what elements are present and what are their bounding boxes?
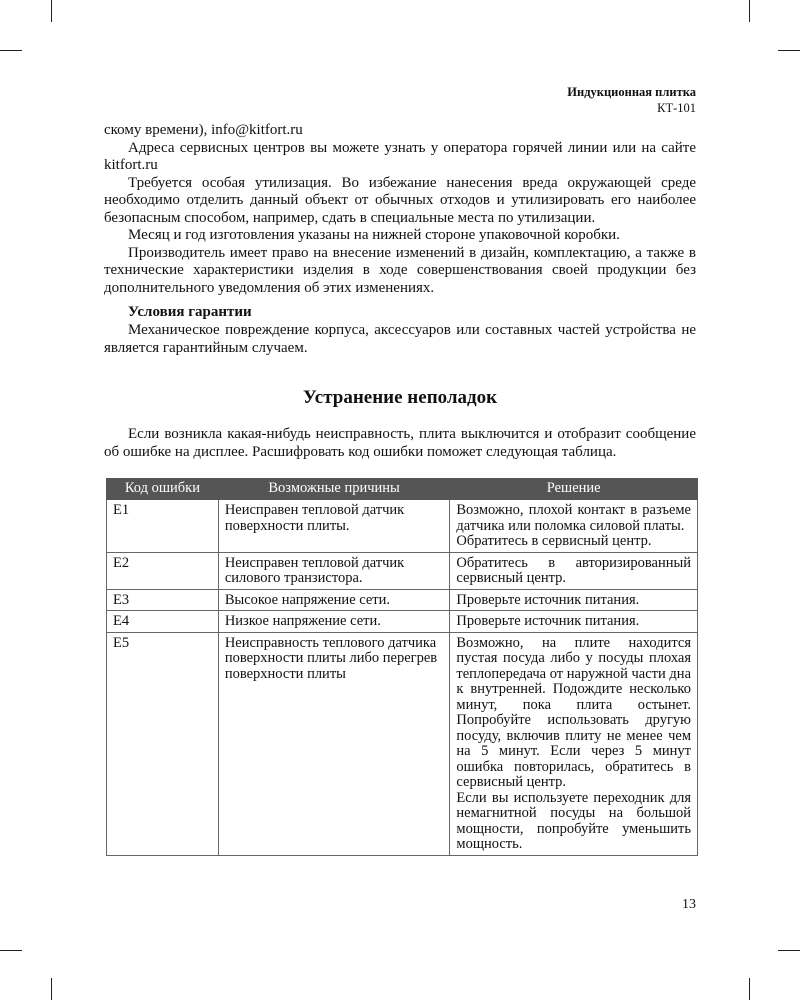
solution-text: Обратитесь в сервисный центр. (456, 533, 652, 549)
crop-mark-bottom-left-v (51, 978, 52, 1000)
crop-mark-bottom-left-h (0, 950, 22, 951)
solution-text: Возможно, на плите находится пустая посуда либо у посуды плохая теплопередача от наружной части дна к внутренней. Подождите несколько минут, пока плита остынет. Попробуйте использовать другую посуду, включив плиту не менее чем на 5 минут. Если через 5 минут ошибка повторилась, обратитесь в сервисный центр. (456, 634, 691, 790)
paragraph: Требуется особая утилизация. Во избежание нанесения вреда окружающей среде необходимо отделить данный объект от обычных отходов и утилизировать его наиболее безопасным способом, например, сдать в специальные места по утилизации. (104, 174, 696, 226)
solution-text: Если вы используете переходник для немагнитной посуды на большой мощности, попробуйте уменьшить мощность. (456, 789, 691, 852)
table-row (107, 611, 698, 633)
table-header-row (107, 479, 698, 500)
troubleshooting-intro: Если возникла какая-нибудь неисправность, плита выключится и отобразит сообщение об ошибке на дисплее. Расшифровать код ошибки поможет следующая таблица. (104, 426, 696, 460)
solution-text: Обратитесь в авторизированный сервисный центр. (456, 554, 691, 586)
crop-mark-bottom-right-h (778, 950, 800, 951)
crop-mark-top-right-v (749, 0, 750, 22)
column-header-cause: Возможные причины (218, 479, 450, 500)
error-code: E5 (107, 632, 219, 855)
crop-mark-top-right-h (778, 50, 800, 51)
crop-mark-top-left-v (51, 0, 52, 22)
page-header (567, 84, 696, 116)
error-cause: Неисправен тепловой датчик силового транзистора. (218, 552, 450, 589)
error-code: E2 (107, 552, 219, 589)
error-solution (450, 589, 698, 611)
paragraph: Производитель имеет право на внесение изменений в дизайн, комплектацию, а также в технические характеристики изделия в ходе совершенствования своей продукции без дополнительного уведомления об этих изменениях. (104, 244, 696, 296)
column-header-solution: Решение (450, 479, 698, 500)
paragraph: Месяц и год изготовления указаны на нижней стороне упаковочной коробки. (128, 227, 620, 243)
paragraph: Адреса сервисных центров вы можете узнать у оператора горячей линии или на сайте kitfort.ru (104, 139, 696, 173)
column-header-code: Код ошибки (107, 479, 219, 500)
solution-text: Проверьте источник питания. (456, 591, 640, 608)
paragraph: скому времени), info@kitfort.ru (104, 122, 303, 138)
error-solution (450, 632, 698, 855)
table-row (107, 589, 698, 611)
page-number: 13 (682, 897, 696, 912)
error-solution (450, 611, 698, 633)
error-solution (450, 500, 698, 553)
warranty-text: Механическое повреждение корпуса, аксессуаров или составных частей устройства не является гарантийным случаем. (104, 322, 696, 356)
error-table (106, 478, 698, 856)
table-row (107, 552, 698, 589)
table-row (107, 632, 698, 855)
error-cause: Неисправность теплового датчика поверхности плиты либо перегрев поверхности плиты (218, 632, 450, 855)
header-product: Индукционная плитка (567, 85, 696, 99)
body-text (104, 122, 696, 297)
error-code: E4 (107, 611, 219, 633)
error-cause: Неисправен тепловой датчик поверхности плиты. (218, 500, 450, 553)
solution-text: Возможно, плохой контакт в разъеме датчика или поломка силовой платы. (456, 502, 691, 534)
crop-mark-bottom-right-v (749, 978, 750, 1000)
error-code: E1 (107, 500, 219, 553)
section-title: Устранение неполадок (302, 387, 498, 408)
error-cause: Низкое напряжение сети. (218, 611, 450, 633)
solution-text: Проверьте источник питания. (456, 613, 640, 629)
header-model: КТ-101 (657, 101, 696, 115)
error-solution (450, 552, 698, 589)
table-row (107, 500, 698, 553)
warranty-title: Условия гарантии (128, 304, 252, 320)
error-code: E3 (107, 589, 219, 611)
error-cause: Высокое напряжение сети. (218, 589, 450, 611)
crop-mark-top-left-h (0, 50, 22, 51)
